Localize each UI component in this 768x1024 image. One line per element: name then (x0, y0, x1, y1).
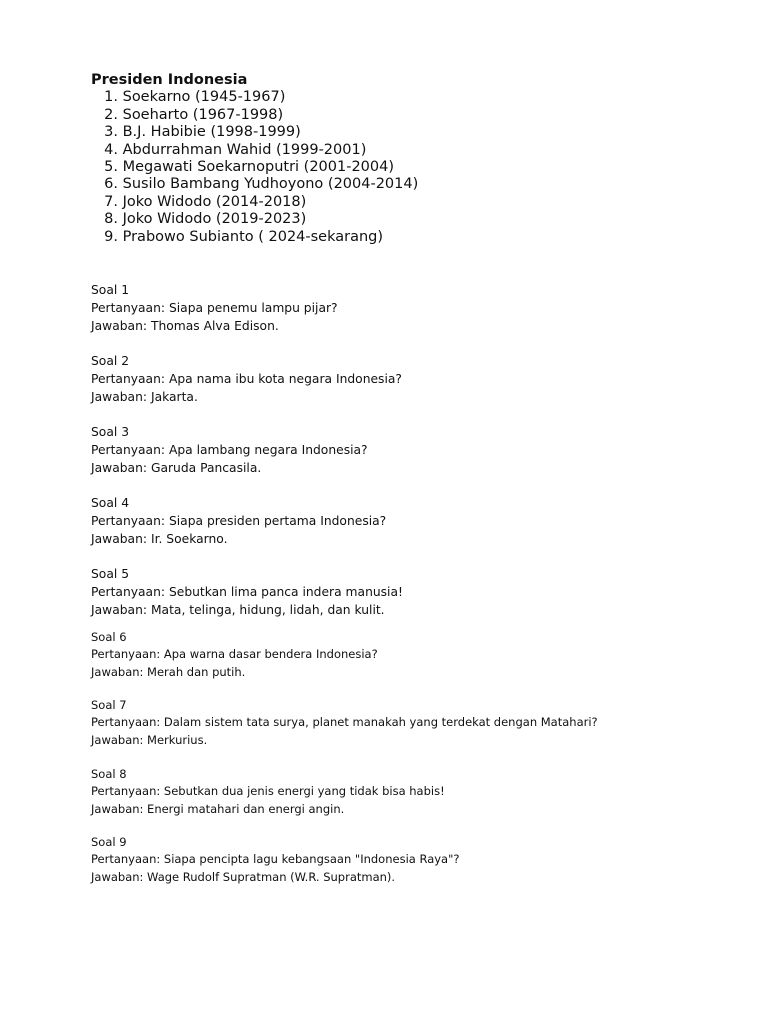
answer-text: Jawaban: Ir. Soekarno. (91, 531, 228, 546)
question-text: Pertanyaan: Apa warna dasar bendera Indonesia? (91, 647, 378, 662)
list-number: 5. (104, 159, 118, 176)
answer-text: Jawaban: Garuda Pancasila. (91, 460, 262, 475)
president-name: Soeharto (1967-1998) (122, 106, 284, 123)
list-number: 8. (104, 211, 118, 228)
question-block-1 (91, 282, 338, 335)
question-block-6 (91, 629, 378, 681)
answer-text: Jawaban: Wage Rudolf Supratman (W.R. Supratman). (91, 869, 396, 884)
question-block-9 (91, 834, 460, 886)
president-name: B.J. Habibie (1998-1999) (122, 124, 301, 141)
list-item (91, 124, 418, 141)
answer-text: Jawaban: Thomas Alva Edison. (91, 318, 279, 333)
list-item (91, 176, 418, 193)
question-label: Soal 8 (91, 767, 127, 781)
list-number: 9. (104, 228, 118, 245)
answer-text: Jawaban: Mata, telinga, hidung, lidah, dan kulit. (91, 602, 385, 617)
president-name: Joko Widodo (2019-2023) (122, 211, 307, 228)
question-block-4 (91, 495, 386, 548)
question-label: Soal 2 (91, 354, 130, 368)
answer-text: Jawaban: Energi matahari dan energi angin. (91, 801, 345, 816)
question-text: Pertanyaan: Siapa pencipta lagu kebangsaan "Indonesia Raya"? (91, 852, 460, 867)
list-number: 7. (104, 193, 118, 210)
list-item (91, 142, 418, 159)
president-name: Soekarno (1945-1967) (122, 89, 286, 106)
question-label: Soal 1 (91, 283, 130, 297)
question-label: Soal 3 (91, 425, 130, 439)
question-block-8 (91, 766, 445, 818)
list-item (91, 107, 418, 124)
president-name: Abdurrahman Wahid (1999-2001) (122, 141, 367, 158)
question-text: Pertanyaan: Siapa penemu lampu pijar? (91, 300, 338, 315)
president-name: Susilo Bambang Yudhoyono (2004-2014) (122, 176, 419, 193)
president-name: Prabowo Subianto ( 2024-sekarang) (122, 228, 384, 245)
presidents-title: Presiden Indonesia (91, 72, 248, 88)
list-number: 3. (104, 124, 118, 141)
question-label: Soal 9 (91, 835, 127, 849)
question-label: Soal 7 (91, 698, 127, 712)
list-number: 1. (104, 89, 118, 106)
question-label: Soal 6 (91, 630, 127, 644)
question-text: Pertanyaan: Sebutkan dua jenis energi yang tidak bisa habis! (91, 784, 445, 799)
question-text: Pertanyaan: Siapa presiden pertama Indonesia? (91, 513, 387, 528)
question-block-2 (91, 353, 402, 406)
list-number: 2. (104, 106, 118, 123)
presidents-list (91, 89, 418, 246)
list-item (91, 194, 418, 211)
question-block-5 (91, 566, 403, 619)
president-name: Joko Widodo (2014-2018) (122, 193, 307, 210)
list-number: 4. (104, 141, 118, 158)
president-name: Megawati Soekarnoputri (2001-2004) (122, 159, 395, 176)
question-label: Soal 5 (91, 567, 130, 581)
question-text: Pertanyaan: Apa nama ibu kota negara Indonesia? (91, 371, 402, 386)
answer-text: Jawaban: Jakarta. (91, 389, 198, 404)
list-item (91, 159, 418, 176)
question-text: Pertanyaan: Sebutkan lima panca indera manusia! (91, 584, 403, 599)
question-label: Soal 4 (91, 496, 130, 510)
list-number: 6. (104, 176, 118, 193)
answer-text: Jawaban: Merkurius. (91, 732, 208, 747)
question-text: Pertanyaan: Dalam sistem tata surya, planet manakah yang terdekat dengan Matahari? (91, 715, 598, 730)
list-item (91, 211, 418, 228)
question-block-7 (91, 697, 598, 749)
answer-text: Jawaban: Merah dan putih. (91, 664, 246, 679)
question-text: Pertanyaan: Apa lambang negara Indonesia? (91, 442, 368, 457)
presidents-section (91, 72, 418, 246)
question-block-3 (91, 424, 368, 477)
list-item (91, 89, 418, 106)
list-item (91, 229, 418, 246)
